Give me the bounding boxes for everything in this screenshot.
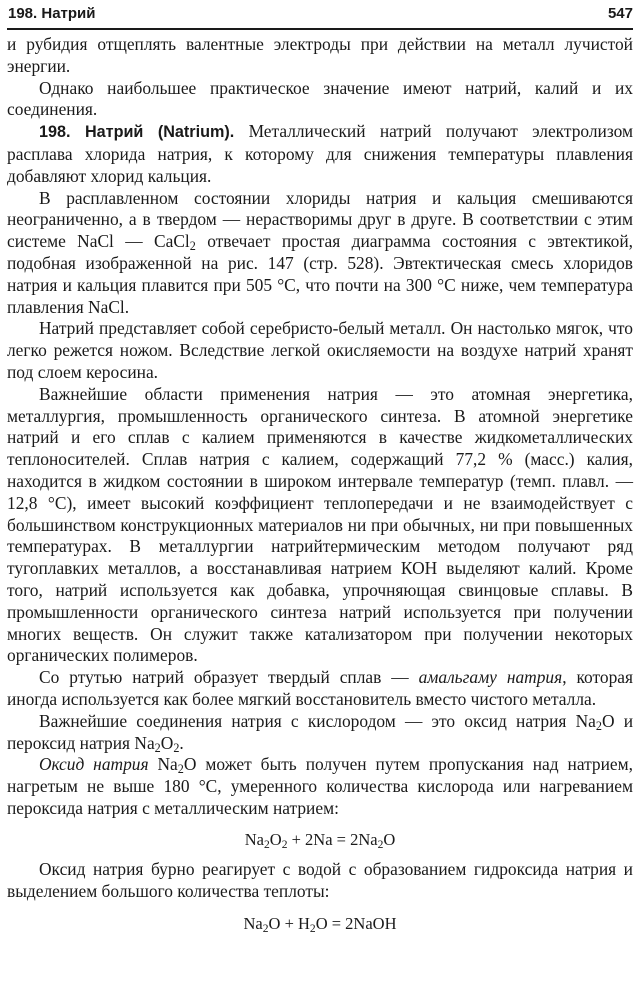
text-span: Со ртутью натрий образует твердый сплав — <box>39 667 419 688</box>
text-span: O может быть получен путем пропускания над натрием, нагретым не выше 180 °С, умеренного количества кислорода или нагреванием пероксида натрия с металлическим натрием: <box>7 754 633 818</box>
text-span: . <box>179 732 184 753</box>
subscript: 2 <box>263 838 270 851</box>
paragraph-oxygen-compounds <box>7 711 633 755</box>
paragraph-applications: Важнейшие области применения натрия — это атомная энергетика, металлургия, промышленность органического синтеза. В атомной энергетике натрий и его сплав с калием применяются в качестве жидкометаллических теплоносителей. Сплав натрия с калием, содержащий 77,2 % (масс.) калия, находится в жидком состоянии в широком интервале температур (темп. плавл. —12,8 °С), имеет высокий коэффициент теплопередачи и не взаимодействует с большинством конструкционных материалов ни при обычных, ни при повышенных температурах. В металлургии натрийтермическим методом получают ряд тугоплавких металлов, а восстанавливая натрием КОН выделяют калий. Кроме того, натрий используется как добавка, упрочняющая свинцовые сплавы. В промышленности органического синтеза натрий используется при получении многих веществ. Он служит также катализатором при получении некоторых органических полимеров. <box>7 383 633 666</box>
formula-part: Na <box>243 914 263 934</box>
text-span: Na <box>148 754 178 775</box>
formula-part: O = 2NaOH <box>315 914 397 934</box>
page-body <box>7 34 633 935</box>
paragraph-hydroxide: Оксид натрия бурно реагирует с водой с образованием гидроксида натрия и выделением большого количества теплоты: <box>7 859 633 902</box>
emphasis: амальгаму натрия <box>418 667 563 688</box>
page-number: 547 <box>607 5 633 22</box>
text-span: отвечает простая диаграмма состояния с эвтектикой, подобная изображенной на рис. 147 (стр. 528). Эвтектическая смесь хлоридов натрия и кальция плавится при 505 °С, что почти на 300 °С ниже, чем температура плавления NaCl. <box>7 231 633 317</box>
text-span: В расплавленном состоянии хлориды натрия и кальция смешиваются неограниченно, а в твердом — нерастворимы друг в друге. В соответствии с этим системе NaCl — CaCl <box>7 187 633 252</box>
emphasis: Оксид натрия <box>39 754 149 775</box>
formula-part: Na <box>244 829 264 849</box>
equation-hydroxide <box>7 913 633 935</box>
subscript: 2 <box>281 838 288 851</box>
formula-part: + 2Na = 2Na <box>287 829 378 849</box>
section-title: 198. Натрий <box>8 5 96 22</box>
paragraph-melt <box>7 188 633 319</box>
text-span: O и пероксид натрия Na <box>7 710 634 753</box>
text-span: O <box>160 732 174 753</box>
running-header <box>7 0 633 30</box>
paragraph-sodium-intro <box>7 121 633 187</box>
paragraph-practical-value: Однако наибольшее практическое значение имеют натрий, калий и их соединения. <box>7 77 633 120</box>
text-span: Важнейшие соединения натрия с кислородом — это оксид натрия Na <box>39 710 596 731</box>
paragraph-continued: и рубидия отщеплять валентные электроды при действии на металл лучистой энергии. <box>7 34 633 76</box>
subscript: 2 <box>377 838 384 851</box>
intro-text: Металлический натрий получают электролизом расплава хлорида натрия, к которому для снижения температуры плавления добавляют хлорид кальция. <box>7 121 633 186</box>
formula-part: O <box>269 829 282 849</box>
subscript: 2 <box>309 922 316 935</box>
subscript: 2 <box>595 718 602 733</box>
section-heading: 198. Натрий (Natrium). <box>39 123 235 142</box>
paragraph-sodium-oxide <box>7 754 633 819</box>
subscript: 2 <box>177 762 184 777</box>
equation-peroxide <box>7 829 633 851</box>
subscript: 2 <box>154 740 161 755</box>
text-span: , которая иногда используется как более мягкий восстановитель вместо чистого металла. <box>7 667 633 709</box>
subscript: 2 <box>262 922 269 935</box>
subscript: 2 <box>189 239 196 254</box>
formula-part: O <box>383 829 396 849</box>
formula-part: O + H <box>268 914 310 934</box>
paragraph-properties: Натрий представляет собой серебристо-белый металл. Он настолько мягок, что легко режется ножом. Вследствие легкой окисляемости на воздухе натрий хранят под слоем керосина. <box>7 318 633 382</box>
subscript: 2 <box>173 740 180 755</box>
paragraph-amalgam <box>7 667 633 711</box>
